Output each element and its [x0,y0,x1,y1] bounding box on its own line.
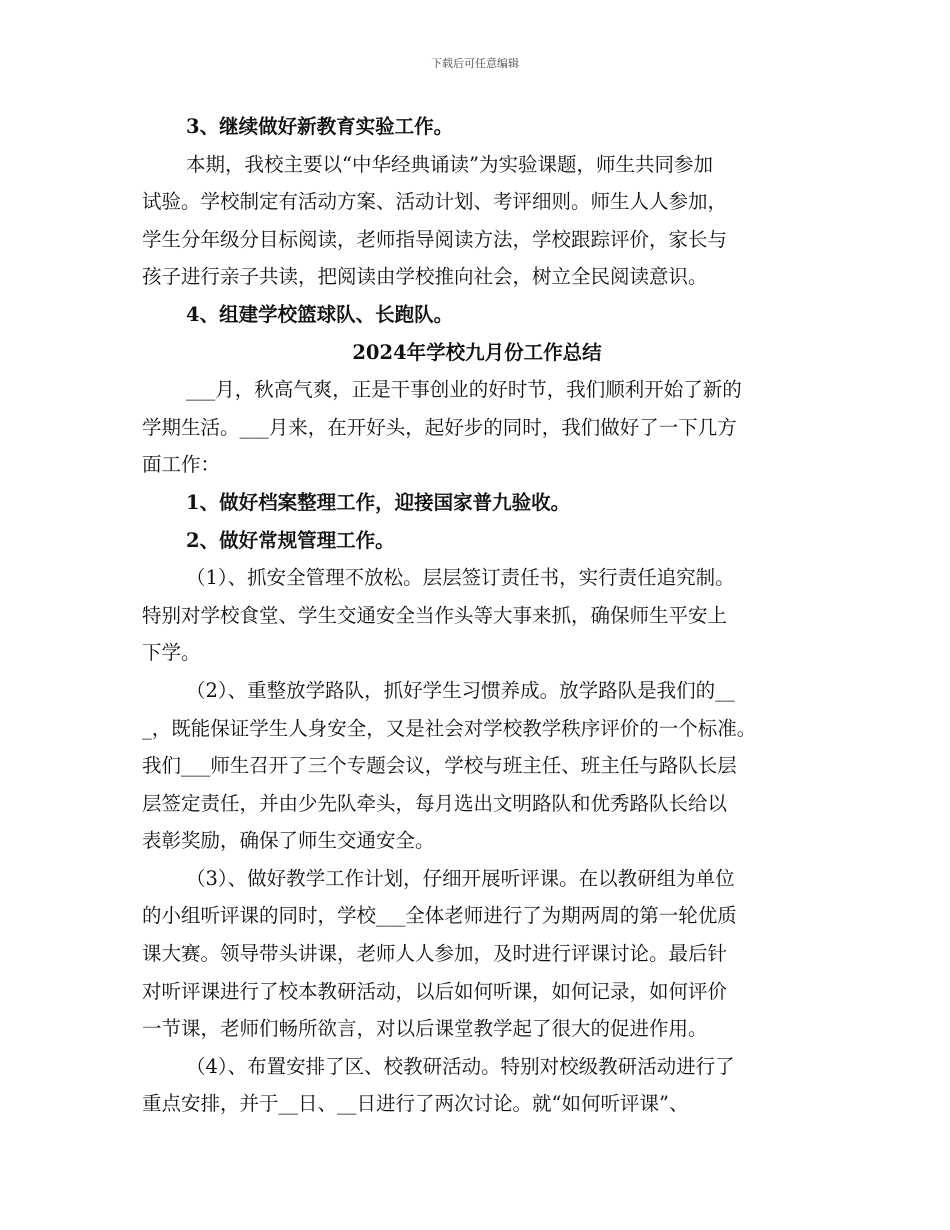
paragraph-line: 的小组听评课的同时，学校___全体老师进行了为期两周的第一轮优质 [142,904,737,928]
section-heading: 1、做好档案整理工作，迎接国家普九验收。 [186,490,571,514]
paragraph-line: 重点安排，并于__日、__日进行了两次讨论。就“如何听评课”、 [142,1092,689,1116]
paragraph-line: 我们___师生召开了三个专题会议，学校与班主任、班主任与路队长层 [142,754,737,778]
document-body [142,108,812,1123]
page-header-note: 下载后可任意编辑 [431,57,519,70]
paragraph-line: 孩子进行亲子共读，把阅读由学校推向社会，树立全民阅读意识。 [142,265,708,289]
paragraph-line: 课大赛。领导带头讲课，老师人人参加，及时进行评课讨论。最后针 [142,942,728,966]
paragraph-line: 面工作： [142,453,221,477]
paragraph-line: 本期，我校主要以“中华经典诵读”为实验课题，师生共同参加 [186,152,713,176]
paragraph-line: （2）、重整放学路队，抓好学生习惯养成。放学路队是我们的__ [186,678,735,702]
section-heading: 3、继续做好新教育实验工作。 [186,115,454,138]
paragraph-line: （3）、做好教学工作计划，仔细开展听评课。在以教研组为单位 [186,866,735,890]
document-title: 2024年学校九月份工作总结 [352,340,602,364]
section-heading: 4、组建学校篮球队、长跑队。 [186,302,454,326]
paragraph-line: 试验。学校制定有活动方案、活动计划、考评细则。师生人人参加， [142,190,728,214]
paragraph-line: 一节课，老师们畅所欲言，对以后课堂教学起了很大的促进作用。 [142,1017,708,1041]
paragraph-line: 表彰奖励，确保了师生交通安全。 [142,829,435,853]
paragraph-line: 学生分年级分目标阅读，老师指导阅读方法，学校跟踪评价，家长与 [142,227,728,251]
paragraph-line: （1）、抓安全管理不放松。层层签订责任书，实行责任追究制。 [186,566,735,590]
paragraph-line: （4）、布置安排了区、校教研活动。特别对校级教研活动进行了 [186,1054,735,1078]
section-heading: 2、做好常规管理工作。 [186,528,395,552]
paragraph-line: 学期生活。___月来，在开好头，起好步的同时，我们做好了一下几方 [142,415,737,439]
paragraph-line: 下学。 [142,641,201,665]
paragraph-line: ___月，秋高气爽，正是干事创业的好时节，我们顺利开始了新的 [186,378,742,402]
paragraph-line: 层签定责任，并由少先队牵头，每月选出文明路队和优秀路队长给以 [142,791,728,815]
paragraph-line: _，既能保证学生人身安全，又是社会对学校教学秩序评价的一个标准。 [142,716,757,740]
paragraph-line: 对听评课进行了校本教研活动，以后如何听课，如何记录，如何评价 [142,979,728,1003]
paragraph-line: 特别对学校食堂、学生交通安全当作头等大事来抓，确保师生平安上 [142,603,728,627]
